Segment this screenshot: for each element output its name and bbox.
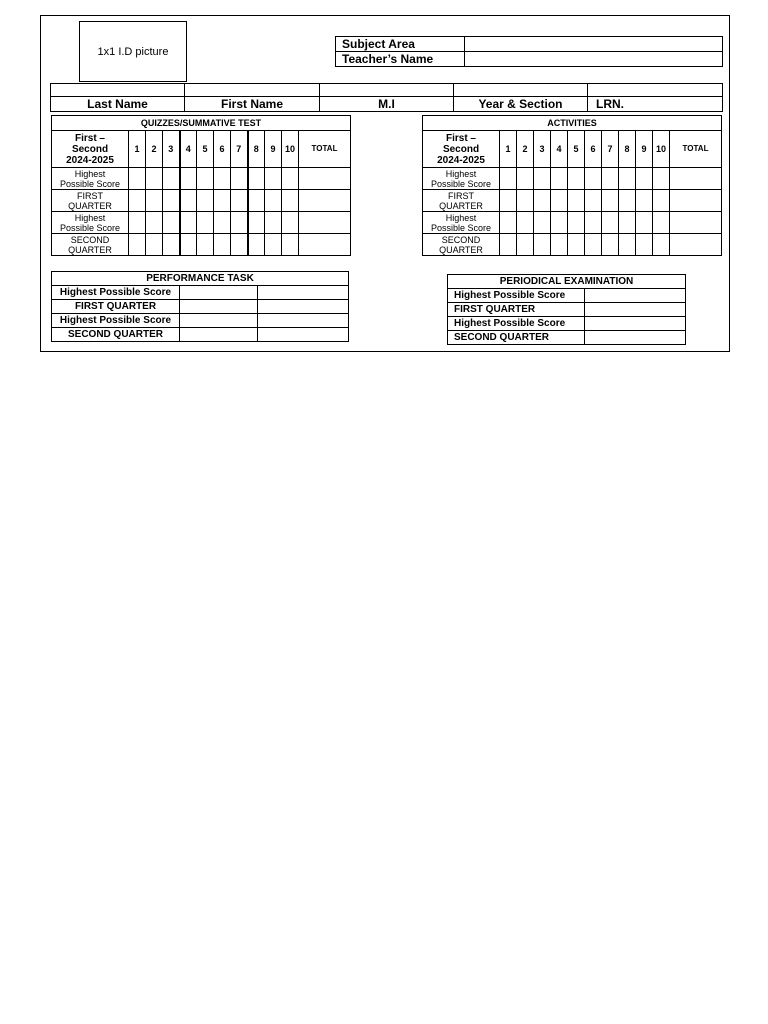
quizzes-score-cell[interactable] — [231, 234, 248, 256]
performance-task-title: PERFORMANCE TASK — [52, 272, 349, 286]
activities-period-label — [423, 131, 500, 168]
quizzes-score-cell[interactable] — [197, 168, 214, 190]
activities-column-1: 1 — [500, 131, 517, 168]
periodical-exam-score-cell[interactable] — [585, 331, 686, 345]
periodical-exam-title: PERIODICAL EXAMINATION — [448, 275, 686, 289]
performance-task-score-cell[interactable] — [258, 300, 349, 314]
quizzes-row — [52, 190, 351, 212]
quizzes-row-label-line: SECOND — [70, 234, 110, 245]
quizzes-row — [52, 212, 351, 234]
performance-task-score-cell[interactable] — [180, 286, 258, 300]
activities-title: ACTIVITIES — [423, 116, 722, 131]
activities-row — [423, 234, 722, 256]
activities-column-7: 7 — [602, 131, 619, 168]
activities-row — [423, 212, 722, 234]
periodical-exam-table — [447, 274, 686, 345]
quizzes-total-cell[interactable] — [299, 190, 351, 212]
quizzes-row-label — [52, 234, 129, 256]
first-name-field[interactable] — [185, 84, 320, 97]
activities-score-cell[interactable] — [585, 168, 602, 190]
year-section-field[interactable] — [454, 84, 588, 97]
activities-score-cell[interactable] — [534, 190, 551, 212]
activities-row-label-line: Highest — [445, 168, 477, 179]
quizzes-row-label-line: Possible Score — [59, 222, 121, 233]
periodical-exam-score-cell[interactable] — [585, 317, 686, 331]
activities-score-cell[interactable] — [585, 234, 602, 256]
performance-task-score-cell[interactable] — [258, 286, 349, 300]
activities-score-cell[interactable] — [517, 190, 534, 212]
quizzes-score-cell[interactable] — [180, 212, 197, 234]
activities-total-cell[interactable] — [670, 212, 722, 234]
performance-task-row — [52, 300, 349, 314]
lrn-label: LRN. — [588, 97, 723, 112]
quizzes-row-label-line: Possible Score — [59, 178, 121, 189]
activities-total-header: TOTAL — [670, 131, 722, 168]
mi-label: M.I — [320, 97, 454, 112]
activities-score-cell[interactable] — [568, 212, 585, 234]
subject-area-label: Subject Area — [336, 37, 465, 52]
performance-task-score-cell[interactable] — [180, 300, 258, 314]
last-name-field[interactable] — [51, 84, 185, 97]
activities-column-10: 10 — [653, 131, 670, 168]
periodical-exam-score-cell[interactable] — [585, 289, 686, 303]
quizzes-score-cell[interactable] — [197, 212, 214, 234]
activities-row-label-line: QUARTER — [439, 200, 483, 211]
activities-column-9: 9 — [636, 131, 653, 168]
quizzes-row-label-line: FIRST — [77, 190, 103, 201]
activities-column-6: 6 — [585, 131, 602, 168]
quizzes-score-cell[interactable] — [214, 168, 231, 190]
activities-score-cell[interactable] — [534, 212, 551, 234]
quizzes-total-cell[interactable] — [299, 212, 351, 234]
activities-row-label — [423, 190, 500, 212]
quizzes-period-label — [52, 131, 129, 168]
quizzes-score-cell[interactable] — [231, 212, 248, 234]
quizzes-row — [52, 234, 351, 256]
quizzes-row-label — [52, 190, 129, 212]
activities-score-cell[interactable] — [517, 168, 534, 190]
quizzes-table — [51, 115, 351, 256]
performance-task-row-label: SECOND QUARTER — [52, 328, 180, 342]
activities-score-cell[interactable] — [500, 234, 517, 256]
quizzes-column-8: 8 — [248, 131, 265, 168]
activities-score-cell[interactable] — [619, 168, 636, 190]
activities-row-label-line: Possible Score — [430, 222, 492, 233]
quizzes-row-label — [52, 212, 129, 234]
quizzes-score-cell[interactable] — [146, 190, 163, 212]
activities-score-cell[interactable] — [551, 212, 568, 234]
activities-score-cell[interactable] — [602, 190, 619, 212]
quizzes-column-1: 1 — [129, 131, 146, 168]
quizzes-row-label — [52, 168, 129, 190]
activities-score-cell[interactable] — [500, 190, 517, 212]
activities-row-label — [423, 168, 500, 190]
quizzes-score-cell[interactable] — [129, 168, 146, 190]
activities-score-cell[interactable] — [517, 234, 534, 256]
quizzes-period-line: Second — [71, 143, 109, 155]
activities-score-cell[interactable] — [568, 190, 585, 212]
mi-field[interactable] — [320, 84, 454, 97]
quizzes-column-5: 5 — [197, 131, 214, 168]
performance-task-row-label: Highest Possible Score — [52, 286, 180, 300]
quizzes-score-cell[interactable] — [163, 168, 180, 190]
subject-area-field[interactable] — [465, 37, 723, 52]
activities-score-cell[interactable] — [585, 190, 602, 212]
quizzes-total-cell[interactable] — [299, 168, 351, 190]
activities-score-cell[interactable] — [551, 190, 568, 212]
quizzes-score-cell[interactable] — [265, 234, 282, 256]
activities-score-cell[interactable] — [500, 168, 517, 190]
quizzes-score-cell[interactable] — [265, 168, 282, 190]
activities-period-line: First – — [445, 132, 476, 144]
activities-row — [423, 190, 722, 212]
activities-score-cell[interactable] — [653, 168, 670, 190]
quizzes-row-label-line: QUARTER — [68, 244, 112, 255]
quizzes-score-cell[interactable] — [231, 190, 248, 212]
activities-score-cell[interactable] — [653, 190, 670, 212]
activities-score-cell[interactable] — [534, 168, 551, 190]
activities-column-8: 8 — [619, 131, 636, 168]
activities-column-4: 4 — [551, 131, 568, 168]
activities-score-cell[interactable] — [551, 168, 568, 190]
periodical-exam-row-label: SECOND QUARTER — [448, 331, 585, 345]
quizzes-title: QUIZZES/SUMMATIVE TEST — [52, 116, 351, 131]
performance-task-row-label: Highest Possible Score — [52, 314, 180, 328]
quizzes-score-cell[interactable] — [129, 212, 146, 234]
quizzes-score-cell[interactable] — [163, 190, 180, 212]
quizzes-row — [52, 168, 351, 190]
activities-score-cell[interactable] — [517, 212, 534, 234]
quizzes-score-cell[interactable] — [163, 212, 180, 234]
first-name-label: First Name — [185, 97, 320, 112]
quizzes-column-4: 4 — [180, 131, 197, 168]
quizzes-score-cell[interactable] — [146, 168, 163, 190]
quizzes-column-6: 6 — [214, 131, 231, 168]
activities-row — [423, 168, 722, 190]
performance-task-row — [52, 286, 349, 300]
activities-table — [422, 115, 722, 256]
quizzes-score-cell[interactable] — [248, 168, 265, 190]
quizzes-score-cell[interactable] — [265, 212, 282, 234]
teachers-name-field[interactable] — [465, 52, 723, 67]
performance-task-row — [52, 314, 349, 328]
quizzes-score-cell[interactable] — [214, 212, 231, 234]
activities-score-cell[interactable] — [619, 212, 636, 234]
activities-score-cell[interactable] — [636, 190, 653, 212]
activities-score-cell[interactable] — [602, 168, 619, 190]
quizzes-column-3: 3 — [163, 131, 180, 168]
activities-row-label-line: FIRST — [448, 190, 474, 201]
id-picture-box — [79, 21, 187, 82]
activities-score-cell[interactable] — [636, 168, 653, 190]
performance-task-score-cell[interactable] — [180, 328, 258, 342]
activities-period-line: Second — [442, 143, 480, 155]
activities-score-cell[interactable] — [653, 234, 670, 256]
quizzes-score-cell[interactable] — [129, 190, 146, 212]
quizzes-score-cell[interactable] — [282, 212, 299, 234]
performance-task-row — [52, 328, 349, 342]
activities-total-cell[interactable] — [670, 234, 722, 256]
performance-task-table — [51, 271, 349, 342]
activities-row-label-line: Possible Score — [430, 178, 492, 189]
activities-total-cell[interactable] — [670, 190, 722, 212]
activities-score-cell[interactable] — [636, 234, 653, 256]
activities-column-5: 5 — [568, 131, 585, 168]
quizzes-score-cell[interactable] — [197, 190, 214, 212]
quizzes-score-cell[interactable] — [180, 168, 197, 190]
quizzes-score-cell[interactable] — [180, 190, 197, 212]
activities-score-cell[interactable] — [568, 234, 585, 256]
quizzes-score-cell[interactable] — [180, 234, 197, 256]
activities-score-cell[interactable] — [568, 168, 585, 190]
activities-score-cell[interactable] — [602, 234, 619, 256]
performance-task-row-label: FIRST QUARTER — [52, 300, 180, 314]
periodical-exam-row — [448, 303, 686, 317]
activities-score-cell[interactable] — [619, 190, 636, 212]
periodical-exam-row — [448, 289, 686, 303]
quizzes-row-label-line: Highest — [74, 212, 106, 223]
activities-score-cell[interactable] — [551, 234, 568, 256]
quizzes-row-label-line: Highest — [74, 168, 106, 179]
periodical-exam-row — [448, 331, 686, 345]
quizzes-score-cell[interactable] — [163, 234, 180, 256]
quizzes-column-2: 2 — [146, 131, 163, 168]
activities-row-label-line: QUARTER — [439, 244, 483, 255]
activities-score-cell[interactable] — [500, 212, 517, 234]
activities-period-line: 2024-2025 — [437, 154, 485, 166]
quizzes-score-cell[interactable] — [248, 190, 265, 212]
activities-score-cell[interactable] — [619, 234, 636, 256]
quizzes-score-cell[interactable] — [146, 234, 163, 256]
periodical-exam-row-label: Highest Possible Score — [448, 289, 585, 303]
periodical-exam-score-cell[interactable] — [585, 303, 686, 317]
quizzes-score-cell[interactable] — [248, 234, 265, 256]
quizzes-score-cell[interactable] — [197, 234, 214, 256]
quizzes-column-7: 7 — [231, 131, 248, 168]
quizzes-score-cell[interactable] — [265, 190, 282, 212]
activities-score-cell[interactable] — [585, 212, 602, 234]
performance-task-score-cell[interactable] — [180, 314, 258, 328]
last-name-label: Last Name — [51, 97, 185, 112]
quizzes-score-cell[interactable] — [231, 168, 248, 190]
quizzes-score-cell[interactable] — [129, 234, 146, 256]
activities-row-label-line: Highest — [445, 212, 477, 223]
activities-total-cell[interactable] — [670, 168, 722, 190]
lrn-field[interactable] — [588, 84, 723, 97]
quizzes-score-cell[interactable] — [282, 190, 299, 212]
activities-row-label — [423, 234, 500, 256]
periodical-exam-row — [448, 317, 686, 331]
quizzes-total-cell[interactable] — [299, 234, 351, 256]
activities-score-cell[interactable] — [653, 212, 670, 234]
activities-column-3: 3 — [534, 131, 551, 168]
activities-column-2: 2 — [517, 131, 534, 168]
quizzes-column-9: 9 — [265, 131, 282, 168]
quizzes-column-10: 10 — [282, 131, 299, 168]
periodical-exam-row-label: Highest Possible Score — [448, 317, 585, 331]
activities-score-cell[interactable] — [636, 212, 653, 234]
quizzes-period-line: First – — [74, 132, 105, 144]
activities-row-label — [423, 212, 500, 234]
quizzes-total-header: TOTAL — [299, 131, 351, 168]
quizzes-score-cell[interactable] — [282, 234, 299, 256]
teachers-name-label: Teacher’s Name — [336, 52, 465, 67]
activities-score-cell[interactable] — [534, 234, 551, 256]
performance-task-score-cell[interactable] — [258, 314, 349, 328]
performance-task-score-cell[interactable] — [258, 328, 349, 342]
subject-teacher-table — [335, 36, 723, 67]
activities-score-cell[interactable] — [602, 212, 619, 234]
quizzes-row-label-line: QUARTER — [68, 200, 112, 211]
quizzes-score-cell[interactable] — [146, 212, 163, 234]
year-section-label: Year & Section — [454, 97, 588, 112]
id-picture-label: 1x1 I.D picture — [97, 45, 169, 58]
activities-row-label-line: SECOND — [441, 234, 481, 245]
student-name-table — [50, 83, 723, 112]
quizzes-score-cell[interactable] — [282, 168, 299, 190]
quizzes-period-line: 2024-2025 — [66, 154, 114, 166]
quizzes-score-cell[interactable] — [248, 212, 265, 234]
periodical-exam-row-label: FIRST QUARTER — [448, 303, 585, 317]
quizzes-score-cell[interactable] — [214, 190, 231, 212]
quizzes-score-cell[interactable] — [214, 234, 231, 256]
